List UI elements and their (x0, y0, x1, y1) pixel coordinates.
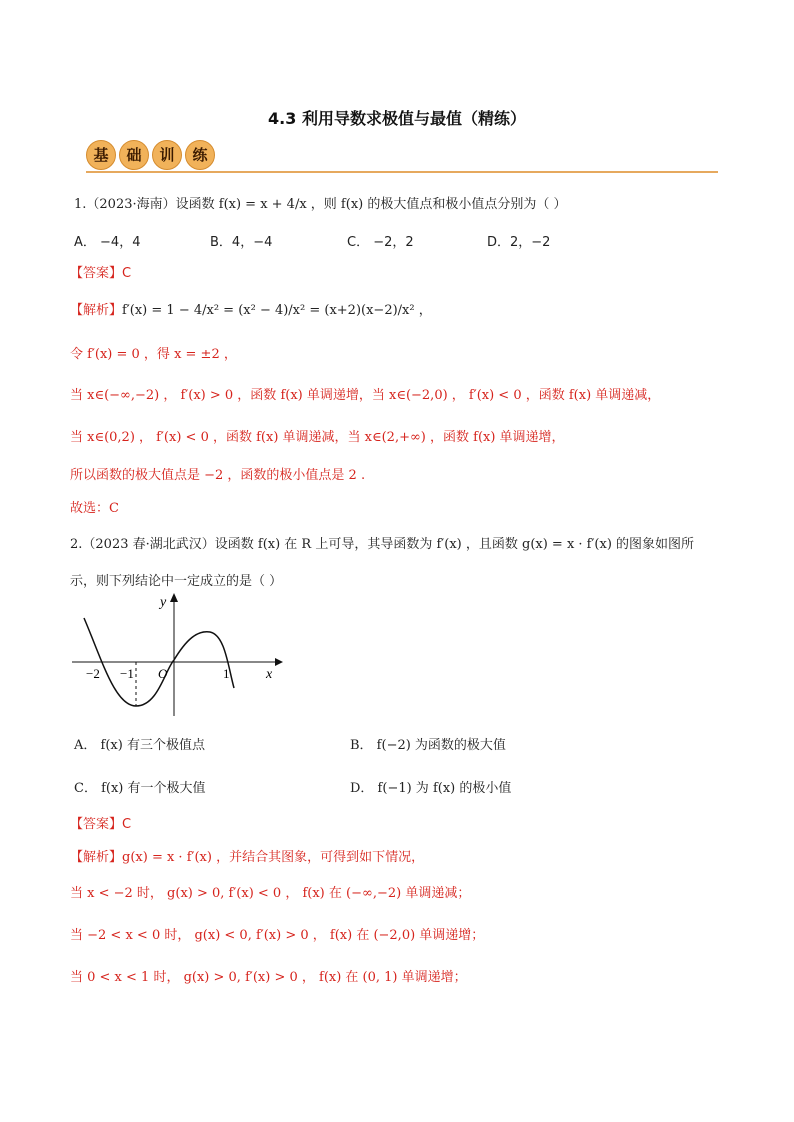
q1-option-c: C． −2，2 (347, 235, 414, 250)
q1-option-b: B．4，−4 (210, 235, 273, 250)
y-axis-arrow (170, 593, 178, 602)
analysis-label: 【解析】 (70, 303, 123, 318)
banner-char: 练 (185, 140, 215, 170)
q1-option-d: D．2，−2 (487, 235, 551, 250)
q2-option-a: A． f(x) 有三个极值点 (74, 738, 205, 753)
q1-analysis (70, 299, 432, 318)
q1-extrema: 所以函数的极大值点是 −2 ，函数的极小值点是 2 . (70, 468, 366, 483)
q1-monotonic-2: 当 x∈(0,2) ， f′(x) < 0 ，函数 f(x) 单调递减，当 x∈(2,+∞) ，函数 f(x) 单调递增， (70, 430, 565, 445)
q1-monotonic-1: 当 x∈(−∞,−2) ， f′(x) > 0 ，函数 f(x) 单调递增，当 x∈(−2,0) ， f′(x) < 0 ，函数 f(x) 单调递减， (70, 388, 661, 403)
q2-case-3: 当 0 < x < 1 时， g(x) > 0, f′(x) > 0 ， f(x) 在 (0, 1) 单调递增； (70, 970, 467, 985)
y-label: y (160, 595, 167, 610)
tick-label: −1 (120, 666, 134, 681)
q2-graph (70, 590, 285, 720)
banner-char: 基 (86, 140, 116, 170)
q2-option-b: B． f(−2) 为函数的极大值 (350, 738, 506, 753)
q2-option-d: D． f(−1) 为 f(x) 的极小值 (350, 781, 512, 796)
q1-answer: 【答案】C (70, 266, 132, 281)
banner-char: 础 (119, 140, 149, 170)
q1-stem: 1.（2023·海南）设函数 f(x) = x + 4/x ，则 f(x) 的极大值点和极小值点分别为（ ） (74, 197, 567, 212)
analysis-label: 【解析】 (70, 850, 123, 865)
q1-conclusion: 故选：C (70, 501, 119, 516)
q2-analysis (70, 846, 424, 865)
q2-analysis-expr: g(x) = x · f′(x) ，并结合其图象，可得到如下情况， (122, 850, 425, 865)
q2-answer: 【答案】C (70, 817, 132, 832)
q1-analysis-expr: f′(x) = 1 − 4/x² = (x² − 4)/x² = (x+2)(x−2)/x² ， (122, 303, 432, 318)
q1-set-zero: 令 f′(x) = 0 ，得 x = ±2 ， (70, 347, 237, 362)
page-title: 4.3 利用导数求极值与最值（精练） (268, 109, 526, 128)
q2-option-c: C． f(x) 有一个极大值 (74, 781, 206, 796)
x-label: x (266, 667, 273, 682)
banner-divider (86, 171, 718, 173)
tick-label: −2 (86, 666, 100, 681)
section-banner (86, 140, 216, 172)
x-axis-arrow (275, 658, 283, 666)
origin-label: O (158, 666, 168, 681)
q1-option-a: A． −4，4 (74, 235, 141, 250)
q2-case-2: 当 −2 < x < 0 时， g(x) < 0, f′(x) > 0 ， f(x) 在 (−2,0) 单调递增； (70, 928, 485, 943)
q2-stem-line1: 2.（2023 春·湖北武汉）设函数 f(x) 在 R 上可导，其导函数为 f′(x) ，且函数 g(x) = x · f′(x) 的图象如图所 (70, 537, 695, 552)
tick-label: 1 (223, 666, 230, 681)
banner-char: 训 (152, 140, 182, 170)
q2-stem-line2: 示，则下列结论中一定成立的是（ ） (70, 574, 283, 589)
q2-case-1: 当 x < −2 时， g(x) > 0, f′(x) < 0 ， f(x) 在 (−∞,−2) 单调递减； (70, 886, 471, 901)
